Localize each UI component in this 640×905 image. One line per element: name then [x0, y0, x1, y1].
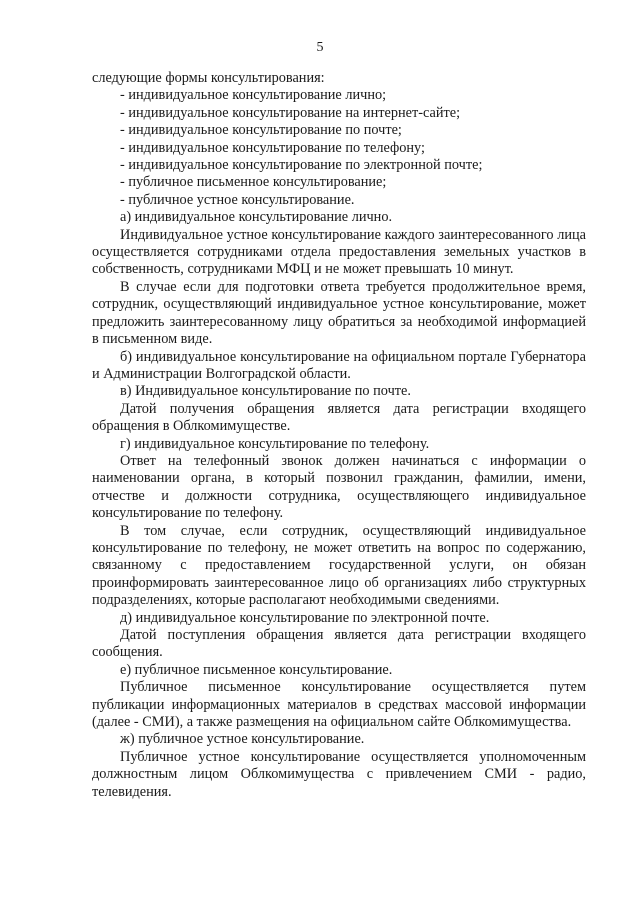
paragraph: Датой поступления обращения является дата регистрации входящего сообщения.: [92, 627, 586, 661]
section-heading: б) индивидуальное консультирование на официальном портале Губернатора и Администрации Волгоградской области.: [92, 348, 586, 382]
paragraph: В случае если для подготовки ответа требуется продолжительное время, сотрудник, осуществляющий индивидуальное устное консультирование, может предложить заинтересованному лицу обратиться за необходимой информацией в письменном виде.: [92, 278, 586, 348]
section-heading: е) публичное письменное консультирование.: [120, 661, 393, 678]
paragraph: В том случае, если сотрудник, осуществляющий индивидуальное консультирование по телефону, не может ответить на вопрос по содержанию, связанному с предоставлением государственной услуги, он обязан проинформировать заинтересованное лицо об организациях либо структурных подразделениях, которые располагают необходимыми сведениями.: [92, 522, 586, 609]
section-heading: в) Индивидуальное консультирование по почте.: [120, 383, 411, 400]
section-heading: д) индивидуальное консультирование по электронной почте.: [120, 609, 490, 626]
list-item: - публичное письменное консультирование;: [120, 174, 387, 191]
paragraph: Индивидуальное устное консультирование каждого заинтересованного лица осуществляется сотрудниками отдела предоставления земельных участков в собственность, сотрудниками МФЦ и не может превышать 10 минут.: [92, 226, 586, 278]
section-heading: г) индивидуальное консультирование по телефону.: [120, 435, 430, 452]
consultation-forms-list: [92, 87, 586, 209]
list-item: - индивидуальное консультирование по почте;: [120, 122, 402, 139]
list-item: - индивидуальное консультирование по телефону;: [120, 139, 425, 156]
paragraph: Публичное письменное консультирование осуществляется путем публикации информационных материалов в средствах массовой информации (далее - СМИ), а также размещения на официальном сайте Облкомимущества.: [92, 679, 586, 731]
list-item: - индивидуальное консультирование лично;: [120, 87, 387, 104]
paragraph: Ответ на телефонный звонок должен начинаться с информации о наименовании органа, в который позвонил гражданин, фамилии, имени, отчестве и должности сотрудника, осуществляющего индивидуальное консультирование по телефону.: [92, 452, 586, 522]
list-item: - публичное устное консультирование.: [120, 191, 355, 208]
paragraph: Датой получения обращения является дата регистрации входящего обращения в Облкомимуществе.: [92, 400, 586, 435]
list-item: - индивидуальное консультирование на интернет-сайте;: [120, 104, 461, 121]
document-body: [92, 70, 586, 801]
page-number: 5: [316, 40, 324, 55]
section-heading: ж) публичное устное консультирование.: [120, 731, 365, 748]
paragraph: Публичное устное консультирование осуществляется уполномоченным должностным лицом Облкомимущества с привлечением СМИ - радио, телевидения.: [92, 748, 586, 800]
section-heading: а) индивидуальное консультирование лично.: [120, 209, 393, 226]
list-item: - индивидуальное консультирование по электронной почте;: [120, 157, 483, 174]
intro-line: следующие формы консультирования:: [92, 70, 325, 86]
